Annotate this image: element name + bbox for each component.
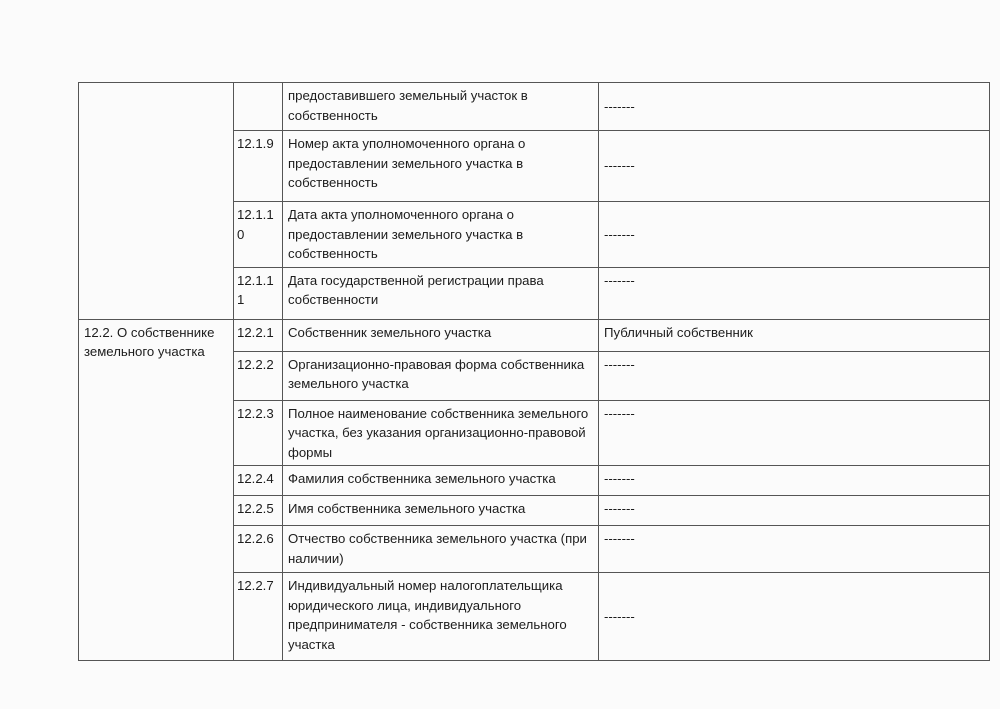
row-label: Номер акта уполномоченного органа о предоставлении земельного участка в собственность	[283, 131, 599, 202]
row-label: Полное наименование собственника земельного участка, без указания организационно-правовой формы	[283, 400, 599, 466]
row-number: 12.1.1 1	[234, 267, 283, 319]
row-number: 12.2.3	[234, 400, 283, 466]
row-number	[234, 83, 283, 131]
row-label: Имя собственника земельного участка	[283, 496, 599, 526]
row-label: Организационно-правовая форма собственника земельного участка	[283, 351, 599, 400]
row-label: предоставившего земельный участок в собственность	[283, 83, 599, 131]
row-number: 12.2.4	[234, 466, 283, 496]
row-label: Дата акта уполномоченного органа о предоставлении земельного участка в собственность	[283, 202, 599, 268]
row-label: Собственник земельного участка	[283, 319, 599, 351]
row-value: -------	[599, 496, 990, 526]
row-value: -------	[599, 351, 990, 400]
table-row	[79, 83, 990, 131]
row-number: 12.1.9	[234, 131, 283, 202]
row-number: 12.2.6	[234, 526, 283, 573]
row-number: 12.1.1 0	[234, 202, 283, 268]
row-label: Фамилия собственника земельного участка	[283, 466, 599, 496]
row-label: Индивидуальный номер налогоплательщика юридического лица, индивидуального предпринимателя - собственника земельного участка	[283, 573, 599, 661]
row-value: -------	[599, 466, 990, 496]
row-value: -------	[599, 267, 990, 319]
section-title: 12.2. О собственнике земельного участка	[79, 319, 234, 661]
table-row	[79, 319, 990, 351]
row-value: -------	[599, 83, 990, 131]
section-cell-continued	[79, 83, 234, 320]
row-value: -------	[599, 202, 990, 268]
row-value: -------	[599, 131, 990, 202]
row-number: 12.2.7	[234, 573, 283, 661]
row-label: Дата государственной регистрации права собственности	[283, 267, 599, 319]
row-value: -------	[599, 400, 990, 466]
row-value: Публичный собственник	[599, 319, 990, 351]
owner-info-table	[78, 82, 990, 661]
row-number: 12.2.2	[234, 351, 283, 400]
row-number: 12.2.1	[234, 319, 283, 351]
row-value: -------	[599, 526, 990, 573]
row-number: 12.2.5	[234, 496, 283, 526]
row-label: Отчество собственника земельного участка (при наличии)	[283, 526, 599, 573]
row-value: -------	[599, 573, 990, 661]
